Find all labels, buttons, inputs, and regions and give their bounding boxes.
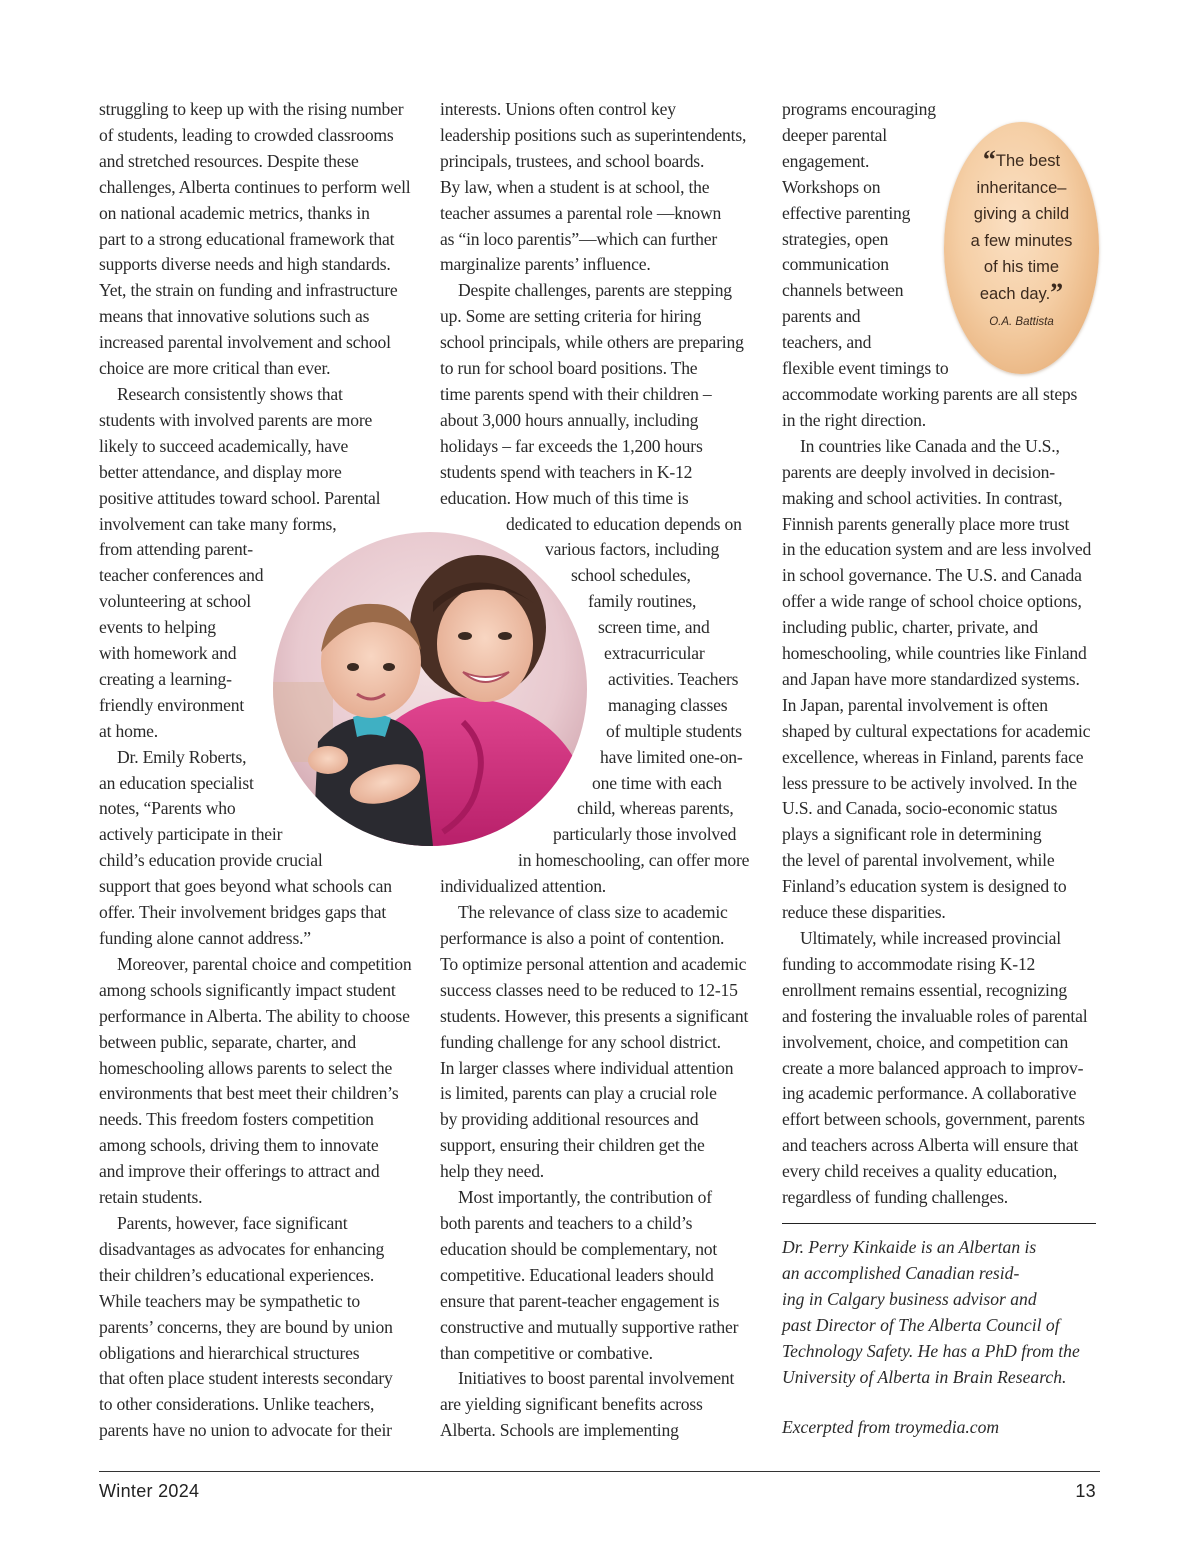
text-line: Initiatives to boost parental involvement — [458, 1368, 735, 1389]
text-line: homeschooling allows parents to select the — [99, 1057, 393, 1078]
text-line: performance is also a point of contention. — [440, 928, 725, 948]
text-line: with homework and — [99, 643, 237, 664]
text-line: support, ensuring their children get the — [440, 1135, 705, 1156]
text-line: actively participate in their — [99, 824, 283, 845]
text-line: interests. Unions often control key — [440, 99, 676, 119]
text-line: is limited, parents can play a crucial role — [440, 1083, 717, 1104]
text-line: competitive. Educational leaders should — [440, 1264, 714, 1285]
text-line: and teachers across Alberta will ensure that — [782, 1135, 1079, 1156]
text-line: the level of parental involvement, while — [782, 850, 1055, 871]
text-line: notes, “Parents who — [99, 798, 236, 819]
text-line: funding alone cannot address.” — [99, 928, 311, 948]
pull-quote-line: of his time — [983, 258, 1060, 277]
text-line: involvement can take many forms, — [99, 513, 337, 534]
text-line: volunteering at school — [99, 591, 251, 612]
text-line: marginalize parents’ influence. — [440, 254, 651, 275]
text-line: communication — [782, 254, 889, 275]
text-line: engagement. — [782, 150, 870, 171]
pull-quote — [944, 122, 1099, 374]
text-line: Finland’s education system is designed to — [782, 876, 1067, 897]
text-line: individualized attention. — [440, 876, 607, 897]
text-line: up. Some are setting criteria for hiring — [440, 306, 702, 327]
text-line: channels between — [782, 280, 904, 301]
text-line: Moreover, parental choice and competition — [117, 953, 412, 974]
text-line: activities. Teachers — [608, 668, 739, 689]
paragraph — [99, 97, 419, 382]
text-line: help they need. — [440, 1161, 544, 1182]
text-line: reduce these disparities. — [782, 902, 946, 923]
text-line: to other considerations. Unlike teachers, — [99, 1394, 375, 1415]
text-line: Alberta. Schools are implementing — [440, 1420, 679, 1441]
text-line: enrollment remains essential, recognizing — [782, 979, 1067, 1000]
text-line: performance in Alberta. The ability to choose — [99, 1005, 410, 1026]
text-line: parents are deeply involved in decision- — [782, 461, 1055, 482]
text-line: By law, when a student is at school, the — [440, 176, 710, 197]
text-line: part to a strong educational framework that — [99, 228, 395, 249]
text-line: involvement, choice, and competition can — [782, 1031, 1069, 1052]
photo-illustration — [273, 532, 587, 846]
text-line: family routines, — [588, 591, 697, 612]
text-line: child, whereas parents, — [577, 798, 734, 819]
text-line: accommodate working parents are all steps — [782, 383, 1078, 404]
text-line: homeschooling, while countries like Finland — [782, 643, 1087, 664]
text-line: likely to succeed academically, have — [99, 435, 349, 456]
text-line: school principals, while others are preparing — [440, 332, 744, 353]
text-line: less pressure to be actively involved. In the — [782, 772, 1077, 793]
text-line: particularly those involved — [553, 824, 737, 845]
text-line: choice are more critical than ever. — [99, 358, 331, 379]
text-line: one time with each — [592, 772, 722, 793]
text-line: struggling to keep up with the rising number — [99, 99, 404, 119]
text-line: events to helping — [99, 617, 216, 638]
text-line: In larger classes where individual attention — [440, 1057, 734, 1078]
text-line: school schedules, — [571, 565, 691, 586]
text-line: in homeschooling, can offer more — [518, 850, 750, 871]
paragraph — [782, 434, 1102, 926]
text-line: offer a wide range of school choice options, — [782, 591, 1082, 612]
paragraph — [782, 926, 1102, 1211]
pull-quote-text — [944, 145, 1099, 308]
text-line: among schools significantly impact student — [99, 979, 396, 1000]
text-line: The relevance of class size to academic — [458, 902, 728, 923]
text-line: in the right direction. — [782, 409, 926, 430]
text-line: parents’ concerns, they are bound by union — [99, 1316, 393, 1337]
text-line: means that innovative solutions such as — [99, 306, 370, 327]
text-line: Ultimately, while increased provincial — [800, 928, 1061, 948]
text-line: effective parenting — [782, 202, 911, 223]
text-line: teacher conferences and — [99, 565, 264, 586]
text-line: of multiple students — [606, 720, 742, 741]
pull-quote-line: a few minutes — [970, 231, 1073, 250]
text-line: retain students. — [99, 1187, 203, 1208]
paragraph — [440, 900, 760, 1185]
text-line: in the education system and are less involved — [782, 539, 1092, 560]
text-line: of students, leading to crowded classrooms — [99, 124, 394, 145]
text-line: between public, separate, charter, and — [99, 1031, 356, 1052]
text-line: including public, charter, private, and — [782, 617, 1038, 638]
text-line: disadvantages as advocates for enhancing — [99, 1238, 385, 1259]
text-line: holidays – far exceeds the 1,200 hours — [440, 435, 703, 456]
text-line: teachers, and — [782, 332, 872, 353]
author-bio — [782, 1235, 1102, 1390]
paragraph — [440, 1185, 760, 1366]
text-line: to run for school board positions. The — [440, 358, 698, 379]
text-line: from attending parent- — [99, 539, 253, 560]
text-line: education. How much of this time is — [440, 487, 689, 508]
text-line: their children’s educational experiences. — [99, 1264, 375, 1285]
text-line: managing classes — [608, 694, 728, 715]
text-line: increased parental involvement and school — [99, 332, 391, 353]
text-line: friendly environment — [99, 694, 245, 715]
text-line: than competitive or combative. — [440, 1342, 653, 1363]
text-line: creating a learning- — [99, 668, 232, 689]
text-line: Yet, the strain on funding and infrastructure — [99, 280, 398, 301]
text-line: screen time, and — [598, 617, 710, 638]
text-line: better attendance, and display more — [99, 461, 342, 482]
text-line: U.S. and Canada, socio-economic status — [782, 798, 1058, 819]
text-line: both parents and teachers to a child’s — [440, 1212, 693, 1233]
text-line: obligations and hierarchical structures — [99, 1342, 360, 1363]
pull-quote-line: “The best — [982, 145, 1061, 174]
paragraph — [440, 1366, 760, 1444]
text-line: on national academic metrics, thanks in — [99, 202, 370, 223]
text-line: Parents, however, face significant — [117, 1212, 348, 1233]
text-line: programs encouraging — [782, 99, 936, 119]
text-line: funding challenge for any school district. — [440, 1031, 721, 1052]
bio-line: University of Alberta in Brain Research. — [782, 1366, 1067, 1387]
text-line: time parents spend with their children – — [440, 383, 712, 404]
page-number: 13 — [1075, 1481, 1096, 1501]
mother-and-child-photo — [273, 532, 587, 846]
text-line: about 3,000 hours annually, including — [440, 409, 699, 430]
text-line: challenges, Alberta continues to perform well — [99, 176, 411, 197]
text-line: constructive and mutually supportive rather — [440, 1316, 739, 1337]
text-line: Finnish parents generally place more trust — [782, 513, 1070, 534]
text-line: by providing additional resources and — [440, 1109, 699, 1130]
text-line: support that goes beyond what schools can — [99, 876, 392, 897]
bio-divider — [782, 1223, 1096, 1224]
text-line: extracurricular — [604, 643, 705, 664]
text-line: are yielding significant benefits across — [440, 1394, 703, 1415]
text-line: students with involved parents are more — [99, 409, 373, 430]
bio-line: Dr. Perry Kinkaide is an Albertan is — [782, 1237, 1037, 1257]
text-line: leadership positions such as superintendents, — [440, 124, 747, 145]
text-line: child’s education provide crucial — [99, 850, 323, 871]
text-line: In countries like Canada and the U.S., — [800, 435, 1060, 456]
pull-quote-author: O.A. Battista — [989, 316, 1054, 328]
text-line: an education specialist — [99, 772, 254, 793]
text-line: parents and — [782, 306, 861, 327]
text-line: flexible event timings to — [782, 358, 949, 379]
text-line: strategies, open — [782, 228, 889, 249]
bio-line: an accomplished Canadian resid- — [782, 1262, 1020, 1283]
text-line: students. However, this presents a significant — [440, 1005, 749, 1026]
text-line: education should be complementary, not — [440, 1238, 718, 1259]
pull-quote-line: inheritance– — [976, 178, 1067, 197]
text-line: principals, trustees, and school boards. — [440, 150, 705, 171]
text-line: regardless of funding challenges. — [782, 1187, 1008, 1208]
text-line: ing academic performance. A collaborative — [782, 1083, 1077, 1104]
close-quote-mark: ” — [1050, 277, 1064, 307]
text-line: offer. Their involvement bridges gaps that — [99, 902, 387, 923]
text-line: at home. — [99, 720, 158, 741]
pull-quote-line: each day.” — [979, 277, 1064, 307]
text-line: dedicated to education depends on — [506, 513, 742, 534]
text-line: excellence, whereas in Finland, parents face — [782, 746, 1084, 767]
text-line: In Japan, parental involvement is often — [782, 694, 1048, 715]
footer-divider — [99, 1471, 1100, 1472]
text-line: students spend with teachers in K-12 — [440, 461, 693, 482]
text-line: various factors, including — [545, 539, 720, 560]
text-line: plays a significant role in determining — [782, 824, 1042, 845]
text-line: Most importantly, the contribution of — [458, 1187, 712, 1208]
paragraph — [99, 1211, 419, 1444]
text-line: success classes need to be reduced to 12-15 — [440, 979, 738, 1000]
text-line: While teachers may be sympathetic to — [99, 1290, 361, 1311]
text-line: positive attitudes toward school. Parental — [99, 487, 381, 508]
bio-line: Technology Safety. He has a PhD from the — [782, 1340, 1080, 1361]
text-line: among schools, driving them to innovate — [99, 1135, 379, 1156]
text-line: ensure that parent-teacher engagement is — [440, 1290, 720, 1311]
text-line: effort between schools, government, parents — [782, 1109, 1085, 1130]
text-line: Workshops on — [782, 176, 881, 197]
text-line: funding to accommodate rising K-12 — [782, 953, 1036, 974]
text-line: as “in loco parentis”—which can further — [440, 228, 718, 249]
pull-quote-line: giving a child — [973, 205, 1070, 224]
text-line: supports diverse needs and high standards. — [99, 254, 391, 275]
text-line: environments that best meet their children’s — [99, 1083, 399, 1104]
text-line: making and school activities. In contrast, — [782, 487, 1063, 508]
text-line: To optimize personal attention and academic — [440, 953, 747, 974]
text-line: every child receives a quality education, — [782, 1161, 1058, 1182]
text-line: Dr. Emily Roberts, — [117, 746, 247, 767]
text-line: parents have no union to advocate for their — [99, 1420, 392, 1441]
text-line: and stretched resources. Despite these — [99, 150, 359, 171]
excerpt-credit: Excerpted from troymedia.com — [782, 1417, 1000, 1437]
text-line: that often place student interests secondary — [99, 1368, 393, 1389]
text-line: Research consistently shows that — [117, 383, 343, 404]
text-line: deeper parental — [782, 124, 887, 145]
bio-line: past Director of The Alberta Council of — [782, 1314, 1060, 1335]
open-quote-mark: “ — [982, 145, 996, 174]
bio-line: ing in Calgary business advisor and — [782, 1288, 1037, 1309]
text-line: have limited one-on- — [600, 746, 743, 767]
issue-label: Winter 2024 — [99, 1481, 200, 1501]
text-line: shaped by cultural expectations for academic — [782, 720, 1091, 741]
paragraph — [99, 952, 419, 1211]
text-line: and Japan have more standardized systems. — [782, 668, 1080, 689]
text-line: Despite challenges, parents are stepping — [458, 280, 732, 301]
text-line: in school governance. The U.S. and Canada — [782, 565, 1082, 586]
paragraph — [440, 97, 760, 278]
text-line: create a more balanced approach to improv- — [782, 1057, 1084, 1078]
text-line: needs. This freedom fosters competition — [99, 1109, 374, 1130]
text-line: and improve their offerings to attract and — [99, 1161, 380, 1182]
text-line: teacher assumes a parental role —known — [440, 202, 722, 223]
text-line: and fostering the invaluable roles of parental — [782, 1005, 1088, 1026]
